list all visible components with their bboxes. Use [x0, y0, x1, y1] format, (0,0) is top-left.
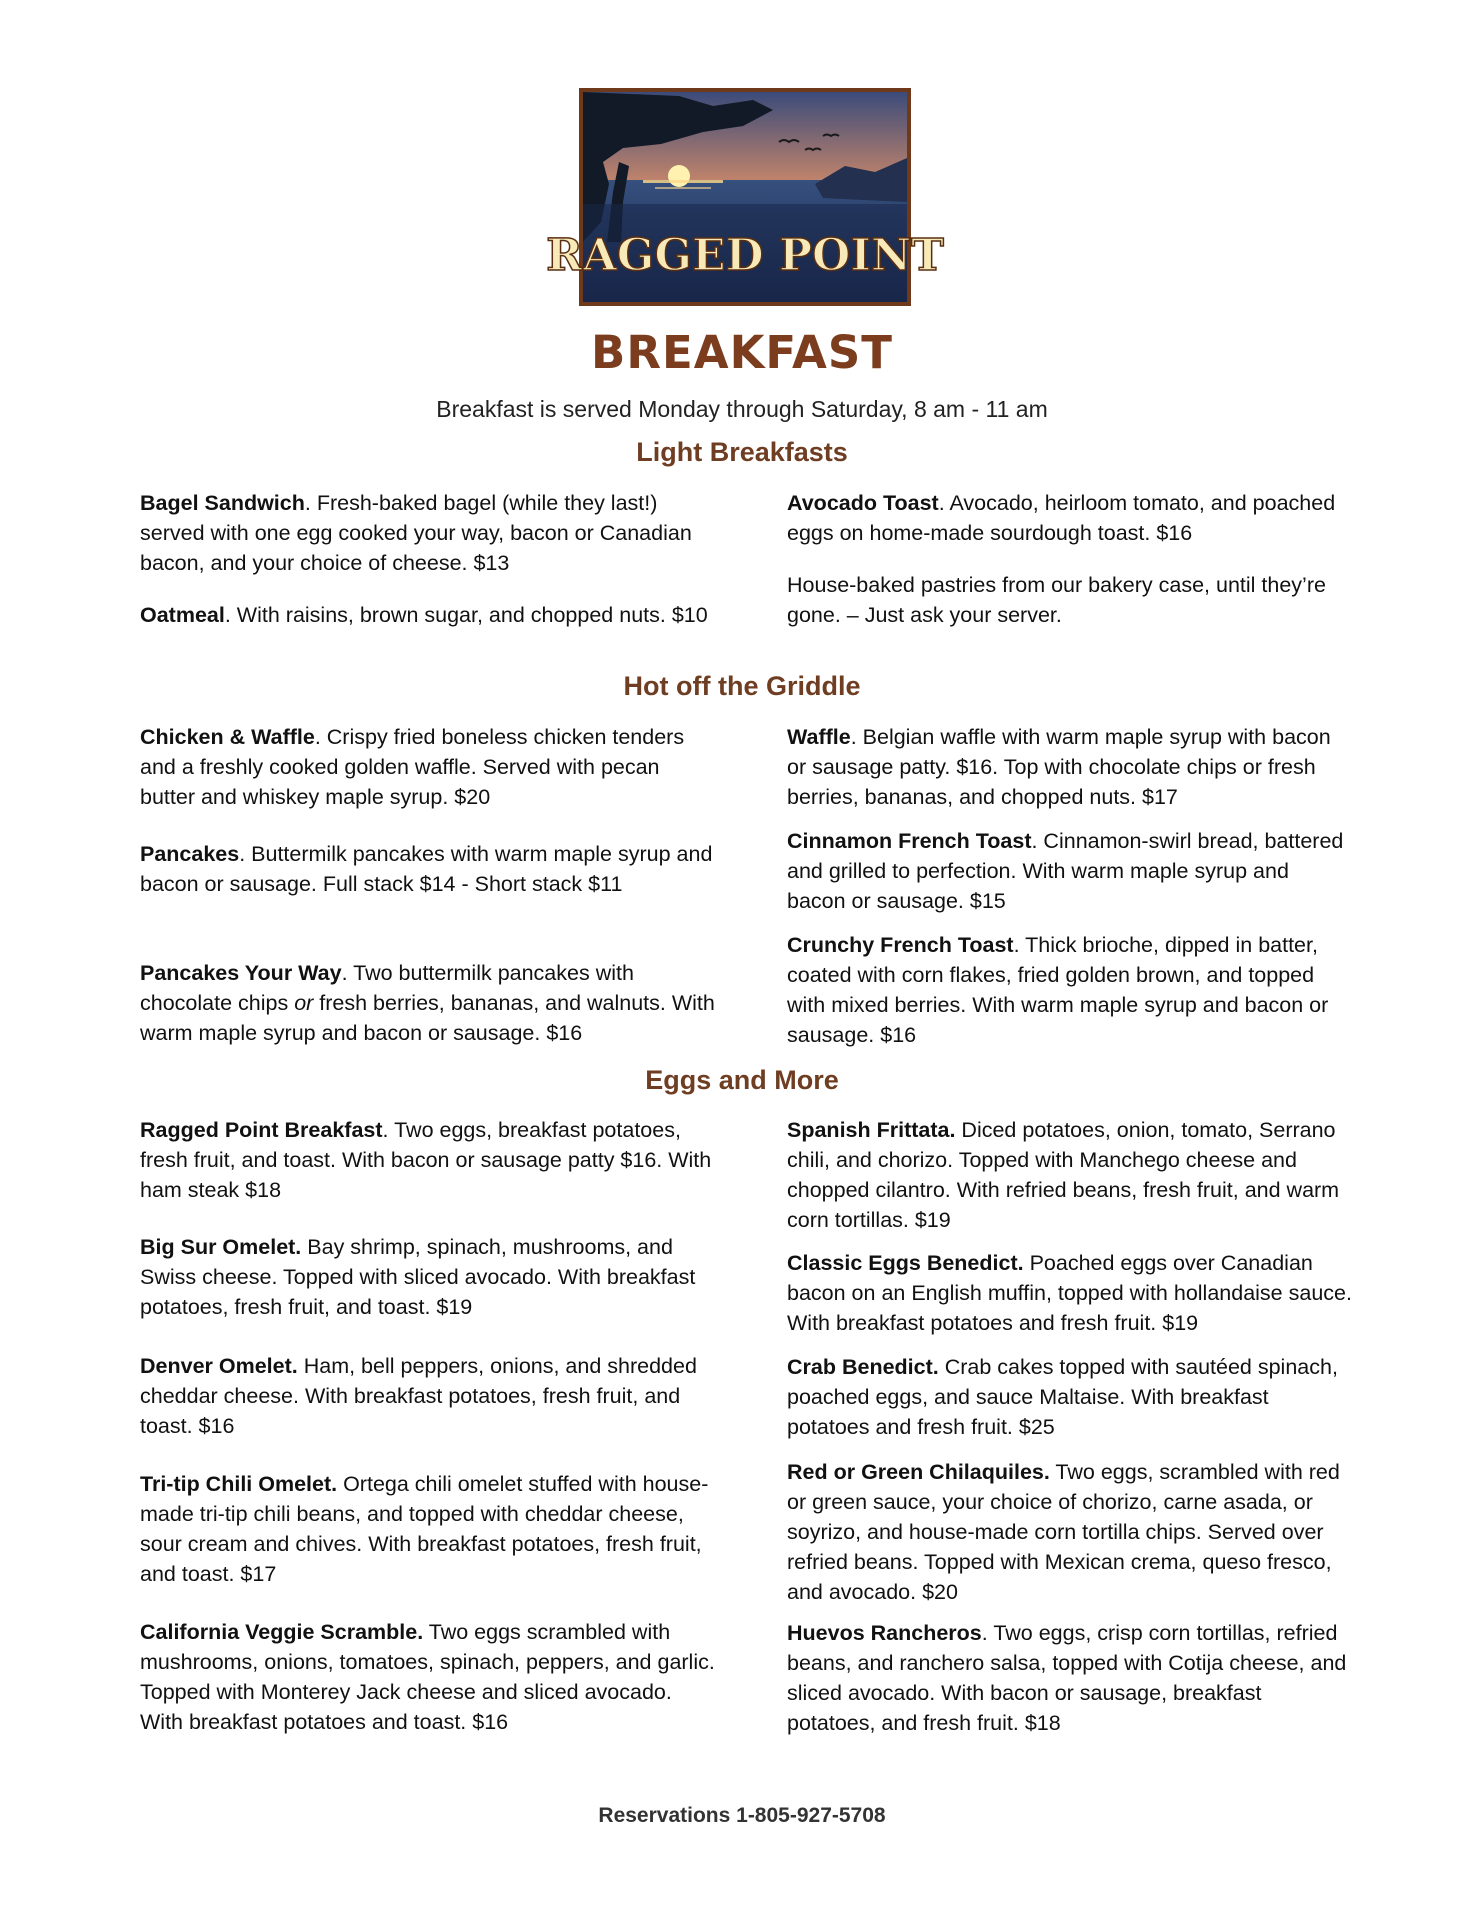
menu-item-denver-omelet	[140, 1351, 720, 1441]
menu-item-cinnamon-french-toast	[787, 826, 1352, 916]
item-name: Cinnamon French Toast	[787, 829, 1032, 853]
item-name: Bagel Sandwich	[140, 491, 305, 515]
item-description-or: or	[294, 991, 314, 1015]
item-description: . With raisins, brown sugar, and chopped nuts. $10	[224, 603, 708, 627]
item-description: . Two eggs, breakfast potatoes, fresh fruit, and toast. With bacon or sausage patty $16. With ham steak $18	[140, 1118, 712, 1202]
menu-item-avocado-toast	[787, 488, 1352, 548]
item-name: Tri-tip Chili Omelet.	[140, 1472, 338, 1496]
section-title-light-breakfasts: Light Breakfasts	[636, 437, 848, 467]
item-name: Classic Eggs Benedict.	[787, 1251, 1024, 1275]
item-description: House-baked pastries from our bakery case, until they’re gone. – Just ask your server.	[787, 573, 1326, 627]
item-description: . Buttermilk pancakes with warm maple syrup and bacon or sausage. Full stack $14 - Short stack $11	[140, 842, 713, 896]
item-name: Crunchy French Toast	[787, 933, 1014, 957]
menu-item-ragged-point-breakfast	[140, 1115, 720, 1205]
breakfast-hours: Breakfast is served Monday through Saturday, 8 am - 11 am	[436, 396, 1048, 422]
item-description: Crab cakes topped with sautéed spinach, poached eggs, and sauce Maltaise. With breakfast potatoes and fresh fruit. $25	[787, 1355, 1338, 1439]
menu-item-red-or-green-chilaquiles	[787, 1457, 1352, 1607]
item-name: Denver Omelet.	[140, 1354, 298, 1378]
menu-item-huevos-rancheros	[787, 1618, 1352, 1738]
item-description: fresh berries, bananas, and walnuts. With warm maple syrup and bacon or sausage. $16	[140, 991, 715, 1045]
section-title-hot-off-the-griddle: Hot off the Griddle	[623, 671, 861, 701]
menu-item-classic-eggs-benedict	[787, 1248, 1352, 1338]
item-name: Red or Green Chilaquiles.	[787, 1460, 1050, 1484]
item-name: Pancakes	[140, 842, 240, 866]
item-description: . Fresh-baked bagel (while they last!) served with one egg cooked your way, bacon or Canadian bacon, and your choice of cheese. $13	[140, 491, 692, 575]
menu-item-tri-tip-chili-omelet	[140, 1469, 720, 1589]
menu-item-california-veggie-scramble	[140, 1617, 720, 1737]
menu-item-crab-benedict	[787, 1352, 1352, 1442]
item-description: . Cinnamon-swirl bread, battered and grilled to perfection. With warm maple syrup and bacon or sausage. $15	[787, 829, 1344, 913]
item-description: . Crispy fried boneless chicken tenders and a freshly cooked golden waffle. Served with pecan butter and whiskey maple syrup. $20	[140, 725, 685, 809]
item-description: Diced potatoes, onion, tomato, Serrano chili, and chorizo. Topped with Manchego cheese and chopped cilantro. With refried beans, fresh fruit, and warm corn tortillas. $19	[787, 1118, 1340, 1232]
item-description: Two eggs scrambled with mushrooms, onions, tomatoes, spinach, peppers, and garlic. Topped with Monterey Jack cheese and sliced avocado. With breakfast potatoes and toast. $16	[140, 1620, 715, 1734]
item-description: . Avocado, heirloom tomato, and poached eggs on home-made sourdough toast. $16	[787, 491, 1336, 545]
menu-item-pancakes-your-way	[140, 958, 720, 1048]
item-description: Bay shrimp, spinach, mushrooms, and Swiss cheese. Topped with sliced avocado. With breakfast potatoes, fresh fruit, and toast. $19	[140, 1235, 696, 1319]
item-name: Spanish Frittata.	[787, 1118, 956, 1142]
item-name: Waffle	[787, 725, 851, 749]
menu-item-chicken-and-waffle	[140, 722, 720, 812]
menu-item-oatmeal	[140, 600, 720, 630]
item-name: Crab Benedict.	[787, 1355, 939, 1379]
item-description: Ham, bell peppers, onions, and shredded cheddar cheese. With breakfast potatoes, fresh fruit, and toast. $16	[140, 1354, 697, 1438]
logo-image	[546, 92, 944, 302]
item-description: Poached eggs over Canadian bacon on an English muffin, topped with hollandaise sauce. With breakfast potatoes and fresh fruit. $19	[787, 1251, 1352, 1335]
menu-item-pancakes	[140, 839, 720, 899]
item-name: Big Sur Omelet.	[140, 1235, 302, 1259]
item-description: Two eggs, scrambled with red or green sauce, your choice of chorizo, carne asada, or soyrizo, and house-made corn tortilla chips. Served over refried beans. Topped with Mexican crema, queso fresco, and avocado. $20	[787, 1460, 1340, 1604]
item-name: Chicken & Waffle	[140, 725, 315, 749]
item-name: California Veggie Scramble.	[140, 1620, 424, 1644]
menu-item-crunchy-french-toast	[787, 930, 1352, 1050]
menu-item-bagel-sandwich	[140, 488, 720, 578]
ragged-point-logo	[546, 88, 944, 306]
reservations-phone[interactable]: Reservations 1-805-927-5708	[598, 1804, 886, 1827]
item-description: . Two buttermilk pancakes with chocolate chips	[140, 961, 634, 1015]
menu-item-big-sur-omelet	[140, 1232, 720, 1322]
menu-item-pastries	[787, 570, 1352, 630]
item-description: . Thick brioche, dipped in batter, coated with corn flakes, fried golden brown, and topped with mixed berries. With warm maple syrup and bacon or sausage. $16	[787, 933, 1329, 1047]
item-description: . Two eggs, crisp corn tortillas, refried beans, and ranchero salsa, topped with Cotija cheese, and sliced avocado. With bacon or sausage, breakfast potatoes, and fresh fruit. $18	[787, 1621, 1347, 1735]
item-name: Huevos Rancheros	[787, 1621, 982, 1645]
item-name: Oatmeal	[140, 603, 225, 627]
page-title: BREAKFAST	[591, 326, 893, 379]
item-description: . Belgian waffle with warm maple syrup with bacon or sausage patty. $16. Top with chocolate chips or fresh berries, bananas, and chopped nuts. $17	[787, 725, 1331, 809]
menu-item-spanish-frittata	[787, 1115, 1352, 1235]
item-name: Pancakes Your Way	[140, 961, 342, 985]
item-name: Ragged Point Breakfast	[140, 1118, 383, 1142]
item-name: Avocado Toast	[787, 491, 939, 515]
menu-item-waffle	[787, 722, 1352, 812]
section-title-eggs-and-more: Eggs and More	[645, 1065, 839, 1095]
item-description: Ortega chili omelet stuffed with house-made tri-tip chili beans, and topped with cheddar cheese, sour cream and chives. With breakfast potatoes, fresh fruit, and toast. $17	[140, 1472, 709, 1586]
logo-wordmark: RAGGED POINT	[546, 230, 944, 281]
